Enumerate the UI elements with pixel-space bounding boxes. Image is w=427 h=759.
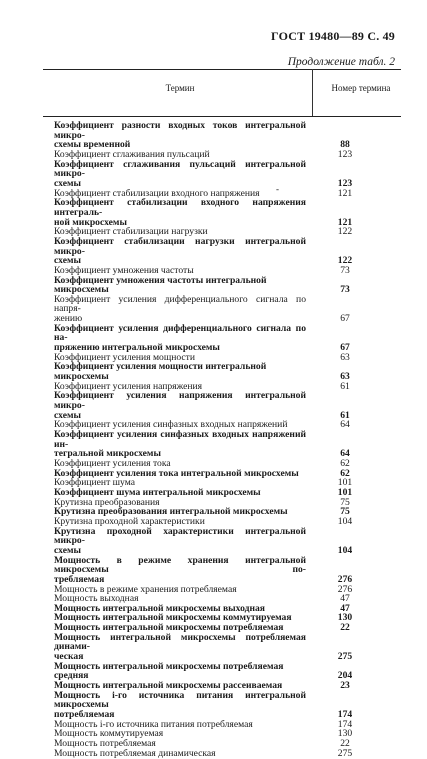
term-cell — [54, 198, 306, 227]
table-header-rule — [43, 116, 401, 117]
table-top-rule — [43, 69, 401, 70]
term-cell — [54, 527, 306, 556]
term-number-cell: 174 — [337, 718, 353, 730]
term-number-cell: 64 — [340, 448, 350, 460]
term-line: Коэффициент умножения частоты — [54, 264, 194, 276]
term-number-cell: 121 — [337, 216, 353, 228]
term-line: Мощность потребляемая — [54, 738, 156, 749]
table-row — [0, 237, 427, 266]
term-cell — [54, 121, 306, 150]
term-number-cell: 101 — [337, 477, 353, 489]
term-number-cell: 23 — [340, 680, 350, 692]
stray-dash-mark: - — [276, 184, 279, 194]
term-cell — [54, 237, 306, 266]
table-row — [0, 691, 427, 720]
term-cell — [54, 556, 306, 585]
table-row — [0, 527, 427, 556]
term-number-cell: 204 — [337, 670, 353, 682]
term-number-cell: 73 — [340, 284, 350, 296]
term-line: Коэффициент усиления синфазных входных напряжений ин- — [54, 429, 306, 450]
term-line: схемы временной — [54, 139, 131, 151]
term-line: Мощность интегральной микросхемы выходная — [54, 602, 265, 614]
term-line: Мощность в режиме хранения интегральной микросхемы по- — [54, 554, 306, 576]
term-line: Мощность в режиме хранения потребляемая — [54, 583, 237, 595]
term-line: Мощность i-го источника питания интегральной микросхемы — [54, 689, 306, 711]
term-number-cell: 61 — [340, 409, 350, 421]
term-line: Коэффициент умножения частоты интегральной микросхемы — [54, 274, 267, 296]
term-line: Крутизна проходной характеристики интегральной микро- — [54, 525, 306, 547]
term-number-cell: 104 — [337, 515, 353, 527]
term-line: Мощность интегральной микросхемы потребляемая — [54, 622, 284, 634]
term-cell — [54, 720, 306, 730]
term-line: пряжению интегральной микросхемы — [54, 342, 220, 354]
term-line: Коэффициент усиления дифференциального сигнала по на- — [54, 322, 306, 344]
term-cell — [54, 276, 306, 295]
term-line: тегральной микросхемы — [54, 448, 161, 460]
table-body — [0, 121, 427, 758]
term-line: Коэффициент сглаживания пульсаций — [54, 148, 210, 160]
term-number-cell: 67 — [340, 342, 350, 354]
term-line: Коэффициент усиления мощности интегральной микросхемы — [54, 361, 267, 383]
term-line: Мощность интегральной микросхемы коммутируемая — [54, 612, 292, 624]
term-number-cell: 122 — [337, 226, 353, 238]
term-number-cell: 121 — [337, 187, 353, 199]
term-number-cell: 276 — [337, 573, 353, 585]
term-number-cell: 64 — [340, 419, 350, 431]
term-cell — [54, 362, 306, 381]
term-cell — [54, 633, 306, 662]
table-row — [0, 739, 427, 749]
term-cell — [54, 749, 306, 759]
term-number-cell: 101 — [337, 486, 353, 498]
term-number-cell: 22 — [340, 622, 350, 634]
term-line: Мощность интегральной микросхемы потребляемая средняя — [54, 660, 284, 682]
term-line: Мощность коммутируемая — [54, 728, 164, 740]
term-line: Коэффициент стабилизации нагрузки интегральной микро- — [54, 235, 306, 257]
table-row — [0, 430, 427, 459]
term-line: схемы — [54, 409, 81, 421]
term-line: Мощность интегральной микросхемы потребляемая динами- — [54, 631, 306, 653]
table-row — [0, 295, 427, 324]
table-row — [0, 276, 427, 295]
term-line: ной микросхемы — [54, 216, 127, 228]
table-row — [0, 720, 427, 730]
term-number-cell: 62 — [340, 457, 350, 469]
term-number-cell: 75 — [340, 496, 350, 508]
table-row — [0, 324, 427, 353]
term-line: Коэффициент шума интегральной микросхемы — [54, 486, 261, 498]
term-line: Мощность интегральной микросхемы рассеиваемая — [54, 680, 283, 692]
term-number-cell: 67 — [340, 313, 350, 325]
term-line: схемы — [54, 255, 81, 267]
term-cell — [54, 430, 306, 459]
term-line: Коэффициент сглаживания пульсаций интегральной микро- — [54, 158, 306, 180]
term-cell — [54, 324, 306, 353]
term-number-cell: 61 — [340, 380, 350, 392]
table-row — [0, 556, 427, 585]
term-line: Коэффициент усиления дифференциального сигнала по напря- — [54, 293, 306, 315]
term-line: Коэффициент усиления напряжения интегральной микро- — [54, 390, 306, 412]
term-number-cell: 62 — [340, 467, 350, 479]
term-cell — [54, 681, 306, 691]
term-cell — [54, 691, 306, 720]
term-line: Коэффициент стабилизации входного напряжения — [54, 187, 260, 199]
term-number-cell: 276 — [337, 583, 353, 595]
term-cell — [54, 160, 306, 189]
term-number-cell: 174 — [337, 709, 353, 721]
term-line: схемы — [54, 544, 81, 556]
term-number-cell: 63 — [340, 371, 350, 383]
term-cell — [54, 391, 306, 420]
table-row — [0, 729, 427, 739]
table-row — [0, 160, 427, 189]
table-row — [0, 749, 427, 759]
term-number-cell: 63 — [340, 351, 350, 363]
term-number-cell: 47 — [340, 593, 350, 605]
term-line: ческая — [54, 651, 84, 663]
table-row — [0, 198, 427, 227]
term-line: Крутизна преобразования интегральной микросхемы — [54, 506, 288, 518]
term-line: Коэффициент разности входных токов интегральной микро- — [54, 120, 306, 141]
term-line: жению — [54, 313, 83, 325]
term-number-cell: 275 — [337, 651, 353, 663]
term-number-cell: 73 — [340, 264, 350, 276]
term-cell — [54, 729, 306, 739]
term-line: Коэффициент стабилизации входного напряжения интеграль- — [54, 197, 306, 218]
term-number-cell: 123 — [337, 148, 353, 160]
table-row — [0, 633, 427, 662]
term-line: Крутизна проходной характеристики — [54, 515, 205, 527]
term-line: Коэффициент усиления тока интегральной микросхемы — [54, 467, 299, 479]
page-header: ГОСТ 19480—89 С. 49 — [271, 29, 395, 43]
term-number-cell: 123 — [337, 177, 353, 189]
table-row — [0, 681, 427, 691]
table-row — [0, 391, 427, 420]
term-cell — [54, 295, 306, 324]
term-line: Коэффициент усиления мощности — [54, 351, 195, 363]
term-number-cell: 75 — [340, 506, 350, 518]
term-number-cell: 130 — [337, 612, 353, 624]
term-line: требляемая — [54, 573, 105, 585]
term-line: Коэффициент шума — [54, 477, 135, 489]
term-line: Коэффициент стабилизации нагрузки — [54, 226, 208, 238]
term-number-cell: 130 — [337, 728, 353, 740]
table-row — [0, 362, 427, 381]
term-line: Коэффициент усиления тока — [54, 457, 171, 469]
term-number-cell: 47 — [340, 602, 350, 614]
term-line: Мощность потребляемая динамическая — [54, 747, 216, 759]
term-line: Мощность выходная — [54, 593, 139, 605]
table-row — [0, 662, 427, 681]
column-header-number: Номер термина — [331, 83, 391, 93]
term-line: Коэффициент усиления напряжения — [54, 380, 203, 392]
term-number-cell: 104 — [337, 544, 353, 556]
term-number-cell: 275 — [337, 747, 353, 759]
term-cell — [54, 739, 306, 749]
term-line: схемы — [54, 177, 81, 189]
table-column-divider — [312, 69, 313, 116]
term-line: потребляемая — [54, 709, 115, 721]
term-number-cell: 22 — [340, 738, 350, 749]
term-cell — [54, 662, 306, 681]
term-number-cell: 122 — [337, 255, 353, 267]
table-continuation-label: Продолжение табл. 2 — [287, 56, 395, 68]
column-header-term: Термин — [165, 83, 195, 93]
term-line: Коэффициент усиления синфазных входных напряжений — [54, 419, 288, 431]
table-row — [0, 121, 427, 150]
term-number-cell: 88 — [340, 139, 350, 151]
term-line: Мощность i-го источника питания потребляемая — [54, 718, 253, 730]
term-line: Крутизна преобразования — [54, 496, 160, 508]
